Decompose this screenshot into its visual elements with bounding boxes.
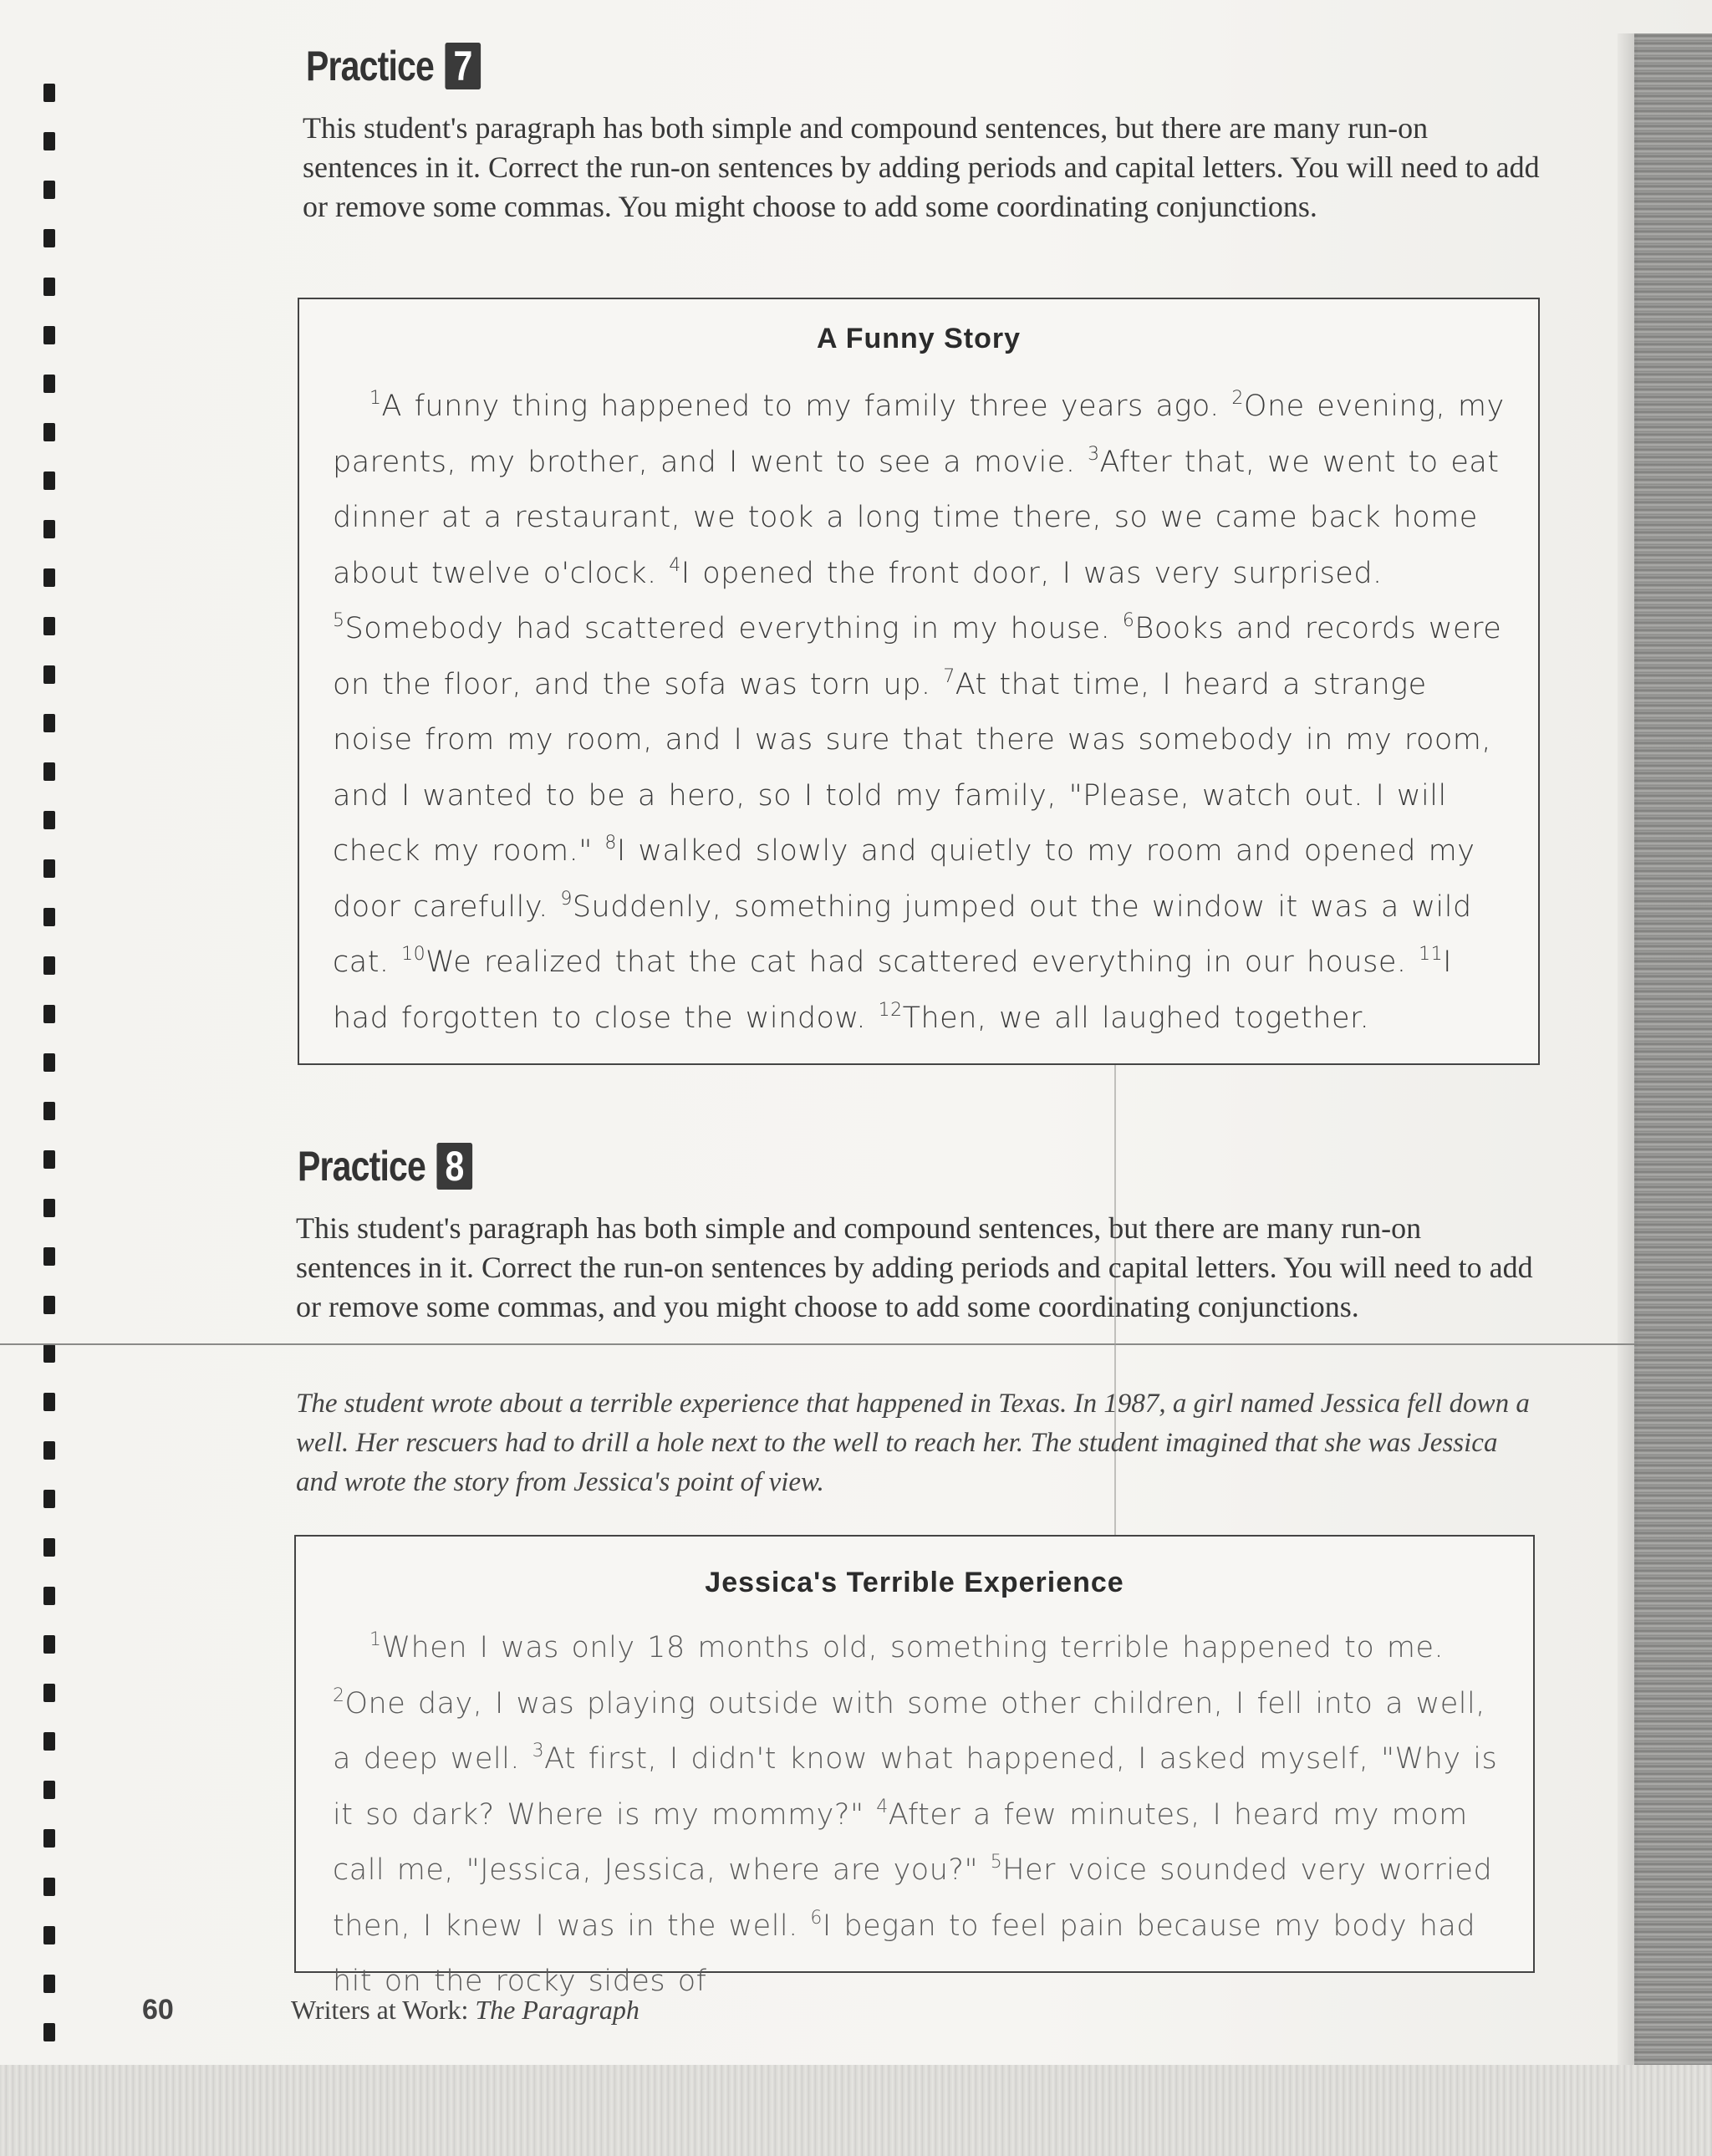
practice-7-heading: [306, 42, 481, 90]
sentence-number: 4: [669, 554, 681, 576]
sentence-text: One evening, my parents, my brother, and I went to see a movie.: [333, 390, 1505, 479]
sentence-number: 6: [810, 1907, 823, 1929]
sentence-number: 3: [532, 1741, 545, 1761]
sentence-text: I had forgotten to close the window.: [333, 945, 1452, 1035]
sentence-number: 11: [1419, 944, 1444, 965]
sentence-number: 12: [878, 999, 903, 1021]
page-number: 60: [142, 1994, 174, 2026]
sentence-text: I walked slowly and quietly to my room and opened my door carefully.: [333, 834, 1475, 924]
sentence-text: I began to feel pain because my body had hit on the rocky sides of: [333, 1909, 1476, 1998]
binding-hole: [43, 1102, 55, 1120]
funny-story-title: A Funny Story: [816, 323, 1022, 354]
binding-hole: [43, 1538, 55, 1557]
sentence-text: One day, I was playing outside with some other children, I fell into a well, a deep well.: [333, 1686, 1485, 1776]
binding-hole: [43, 1490, 55, 1508]
binding-hole: [43, 181, 55, 199]
page-stack-edge: [1634, 33, 1712, 2132]
practice-8-number: 8: [436, 1143, 472, 1190]
binding-hole: [43, 1344, 55, 1363]
practice-8-intro: The student wrote about a terrible experience that happened in Texas. In 1987, a girl named Jessica fell down a well. Her rescuers had to drill a hole next to the well to reach her. The student imagined that she was Jessica and wrote the story from Jessica's point of view.: [296, 1389, 1530, 1497]
sentence-text: At that time, I heard a strange noise from my room, and I was sure that there was somebody in my room, and I wanted to be a hero, so I told my family, "Please, watch out. I will check my room.": [333, 667, 1492, 868]
sentence-text: At first, I didn't know what happened, I asked myself, "Why is it so dark? Where is my mommy?": [333, 1742, 1498, 1832]
sentence-text: After that, we went to eat dinner at a restaurant, we took a long time there, so we came back home about twelve o'clock.: [333, 445, 1500, 590]
binding-hole: [43, 1441, 55, 1460]
binding-hole: [43, 1781, 55, 1799]
binding-hole: [43, 1587, 55, 1605]
binding-hole: [43, 859, 55, 878]
practice-8-label: Practice: [298, 1143, 426, 1190]
binding-hole: [43, 520, 55, 538]
binding-hole: [43, 471, 55, 490]
sentence-number: 5: [990, 1852, 1003, 1873]
practice-8-instructions: This student's paragraph has both simple and compound sentences, but there are many run-on sentences in it. Correct the run-on sentences by adding periods and capital letters. You will need to add or remove some commas, and you might choose to add some coordinating conjunctions.: [296, 1211, 1533, 1323]
sentence-text: Books and records were on the floor, and the sofa was torn up.: [333, 612, 1502, 701]
sentence-number: 3: [1088, 443, 1100, 465]
sentence-number: 6: [1122, 610, 1135, 631]
sentence-number: 2: [1231, 388, 1244, 409]
binding-hole: [43, 1393, 55, 1411]
sentence-text: Suddenly, something jumped out the window it was a wild cat.: [333, 889, 1472, 979]
binding-hole: [43, 1829, 55, 1848]
binding-hole: [43, 423, 55, 441]
jessica-story-title: Jessica's Terrible Experience: [705, 1567, 1124, 1598]
binding-hole: [43, 84, 55, 102]
binding-hole: [43, 326, 55, 344]
book-prefix: Writers at Work:: [291, 1995, 476, 2025]
sentence-text: We realized that the cat had scattered everything in our house.: [425, 945, 1419, 979]
sentence-number: 8: [604, 833, 617, 854]
binding-hole: [43, 956, 55, 975]
binding-hole: [43, 278, 55, 296]
binding-hole: [43, 568, 55, 587]
sentence-text: When I was only 18 months old, something terrible happened to me.: [381, 1631, 1444, 1664]
practice-7-label: Practice: [306, 43, 435, 89]
sentence-text: Somebody had scattered everything in my house.: [344, 612, 1123, 645]
sentence-number: 4: [876, 1796, 889, 1817]
sentence-text: After a few minutes, I heard my mom call me, "Jessica, Jessica, where are you?": [333, 1797, 1468, 1887]
fold-line: [0, 1343, 1634, 1345]
binding-hole: [43, 1296, 55, 1314]
practice-7-number: 7: [445, 43, 481, 89]
binding-hole: [43, 1247, 55, 1266]
practice-7-instructions: This student's paragraph has both simple and compound sentences, but there are many run-on sentences in it. Correct the run-on sentences by adding periods and capital letters. You will need to add or remove some commas. You might choose to add some coordinating conjunctions.: [303, 111, 1540, 223]
book-credit: [291, 1995, 639, 2026]
binding-hole: [43, 1005, 55, 1023]
sentence-number: 2: [333, 1685, 345, 1706]
sentence-text: Her voice sounded very worried then, I knew I was in the well.: [333, 1853, 1493, 1943]
sentence-text: I opened the front door, I was very surprised.: [680, 556, 1383, 590]
binding-hole: [43, 1150, 55, 1169]
binding-hole: [43, 375, 55, 393]
binding-hole: [43, 665, 55, 684]
binding-hole: [43, 1053, 55, 1072]
sentence-number: 7: [943, 665, 955, 687]
binding-hole: [43, 1878, 55, 1896]
jessica-story-box: [294, 1535, 1535, 1998]
sentence-text: Then, we all laughed together.: [902, 1001, 1370, 1035]
funny-story-box: [298, 298, 1540, 1065]
sentence-number: 10: [401, 944, 426, 965]
binding-hole: [43, 229, 55, 247]
spiral-binding: [43, 50, 64, 2140]
binding-hole: [43, 1635, 55, 1654]
binding-hole: [43, 1684, 55, 1702]
binding-hole: [43, 2023, 55, 2041]
funny-story-paragraph: [333, 379, 1511, 1046]
binding-hole: [43, 811, 55, 829]
binding-hole: [43, 132, 55, 150]
binding-hole: [43, 1732, 55, 1751]
binding-hole: [43, 762, 55, 781]
sentence-number: 1: [369, 1629, 382, 1650]
binding-hole: [43, 1975, 55, 1993]
sentence-number: 1: [369, 388, 382, 409]
binding-hole: [43, 617, 55, 635]
binding-hole: [43, 908, 55, 926]
sentence-text: A funny thing happened to my family three years ago.: [381, 390, 1232, 423]
jessica-story-paragraph: [333, 1620, 1503, 2010]
sentence-number: 5: [333, 610, 345, 631]
sentence-number: 9: [560, 888, 573, 910]
practice-8-heading: [298, 1142, 472, 1190]
binding-hole: [43, 1199, 55, 1217]
scan-bottom-band: [0, 2065, 1712, 2156]
binding-hole: [43, 1926, 55, 1944]
book-title: The Paragraph: [475, 1995, 639, 2025]
binding-hole: [43, 714, 55, 732]
